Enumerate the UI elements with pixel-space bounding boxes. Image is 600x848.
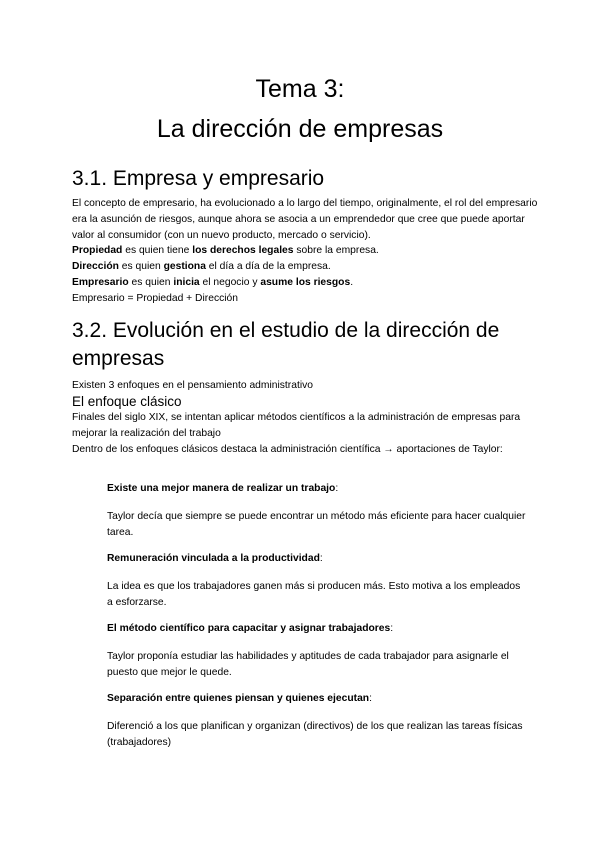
propiedad-bold: los derechos legales <box>192 245 294 257</box>
propiedad-end: sobre la empresa. <box>293 245 379 257</box>
list-item-head: Existe una mejor manera de realizar un trabajo: <box>107 483 339 494</box>
section-1-body <box>72 196 542 307</box>
formula: Empresario = Propiedad + Dirección <box>72 292 238 304</box>
propiedad-term: Propiedad <box>72 245 123 257</box>
empresario-mid2: el negocio y <box>199 276 261 288</box>
direccion-bold: gestiona <box>163 261 206 273</box>
direccion-mid: es quien <box>118 261 164 273</box>
empresario-end: . <box>350 276 354 288</box>
taylor-contributions <box>107 481 527 761</box>
direccion-definition <box>72 259 542 275</box>
enfoque-para-1: Finales del siglo XIX, se intentan aplicar métodos científicos a la administración de empresas para mejorar la realización del trabajo <box>72 412 521 439</box>
subheading-enfoque-clasico: El enfoque clásico <box>72 394 182 409</box>
list-item-text: Diferenció a los que planifican y organizan (directivos) de los que realizan las tareas físicas (trabajadores) <box>107 721 523 748</box>
page-title-line1: Tema 3: <box>255 75 345 103</box>
empresario-definition <box>72 275 542 291</box>
empresario-mid: es quien <box>128 276 174 288</box>
list-item-text: La idea es que los trabajadores ganen más si producen más. Esto motiva a los empleados a esforzarse. <box>107 581 521 608</box>
direccion-end: el día a día de la empresa. <box>205 261 331 273</box>
page-title-line2: La dirección de empresas <box>156 115 444 143</box>
empresario-bold1: inicia <box>173 276 200 288</box>
empresario-bold2: asume los riesgos <box>260 276 351 288</box>
item-head-text: Separación entre quienes piensan y quienes ejecutan <box>107 693 370 704</box>
enfoque-clasico-body <box>72 410 542 457</box>
list-item-text: Taylor decía que siempre se puede encontrar un método más eficiente para hacer cualquier tarea. <box>107 511 526 538</box>
item-head-text: Remuneración vinculada a la productividad <box>107 553 320 564</box>
section-1-intro: El concepto de empresario, ha evolucionado a lo largo del tiempo, originalmente, el rol del empresario era la asunción de riesgos, aunque ahora se asocia a un emprendedor que cree que puede aportar valor al consumidor (con un nuevo producto, mercado o servicio). <box>72 198 538 241</box>
section-1-heading: 3.1. Empresa y empresario <box>72 167 325 190</box>
propiedad-definition <box>72 243 542 259</box>
section-2-heading: 3.2. Evolución en el estudio de la dirección de empresas <box>72 319 500 370</box>
enfoque-para-2: Dentro de los enfoques clásicos destaca la administración científica → aportaciones de Taylor: <box>72 443 503 455</box>
list-item-head: El método científico para capacitar y asignar trabajadores: <box>107 623 394 634</box>
direccion-term: Dirección <box>72 261 119 273</box>
list-item-head: Remuneración vinculada a la productividad: <box>107 553 323 564</box>
item-head-text: El método científico para capacitar y asignar trabajadores <box>107 623 391 634</box>
list-item-text: Taylor proponía estudiar las habilidades y aptitudes de cada trabajador para asignarle el puesto que mejor le quede. <box>107 651 509 678</box>
empresario-term: Empresario <box>72 276 129 288</box>
list-item-head: Separación entre quienes piensan y quienes ejecutan: <box>107 693 372 704</box>
item-head-text: Existe una mejor manera de realizar un trabajo <box>107 483 336 494</box>
section-2-intro: Existen 3 enfoques en el pensamiento administrativo <box>72 380 313 391</box>
propiedad-mid: es quien tiene <box>122 245 193 257</box>
